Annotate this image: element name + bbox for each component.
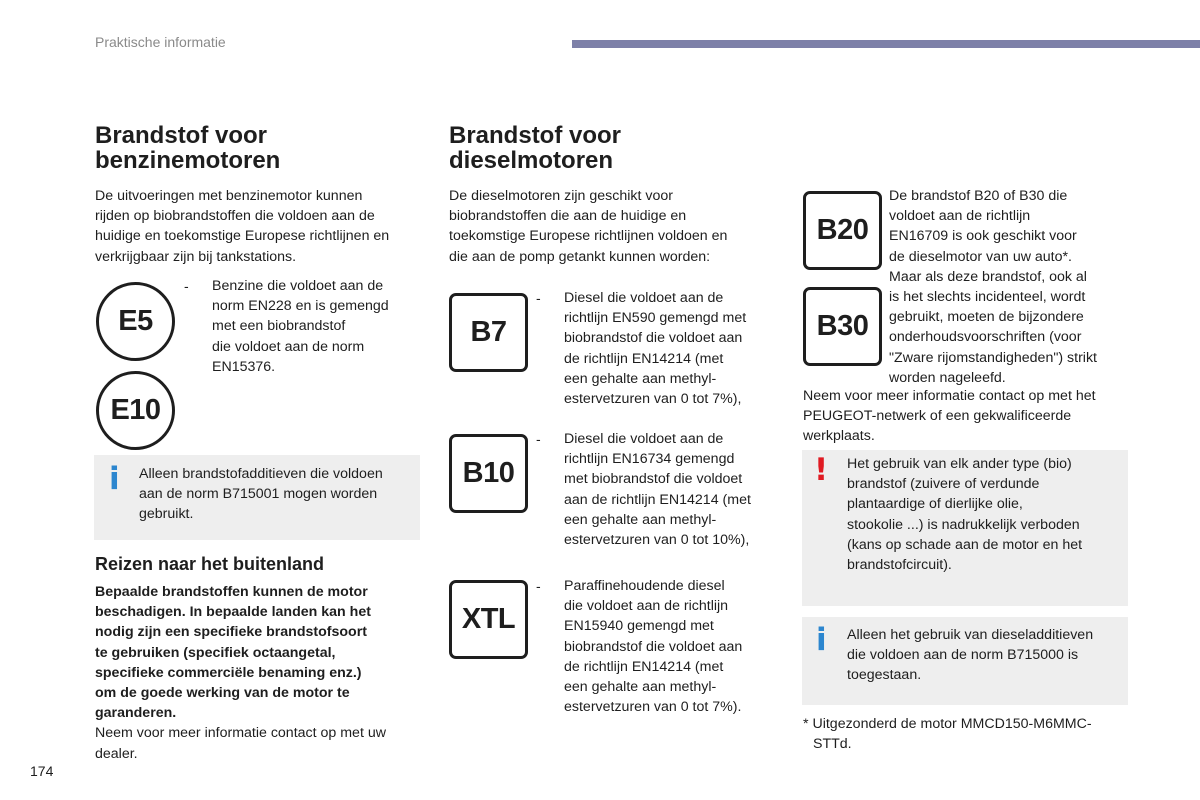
dash-bullet: - bbox=[536, 578, 541, 594]
travel-text bbox=[95, 582, 386, 764]
xtl-text-line: biobrandstof die voldoet aan bbox=[564, 638, 743, 655]
travel-bold-line: nodig zijn een specifieke brandstofsoort bbox=[95, 624, 367, 641]
e5-label-text: E5 bbox=[118, 305, 153, 337]
travel-bold-line: om de goede werking van de motor te bbox=[95, 685, 350, 702]
b10-text-line: Diesel die voldoet aan de bbox=[564, 431, 724, 447]
b30-label-text: B30 bbox=[816, 310, 869, 342]
b7-label-text: B7 bbox=[470, 316, 507, 348]
e5-text-line: Benzine die voldoet aan de bbox=[212, 278, 384, 294]
travel-bold-line: garanderen. bbox=[95, 705, 177, 722]
b10-label-text: B10 bbox=[462, 457, 515, 489]
info-text-line: Alleen brandstofadditieven die voldoen bbox=[139, 466, 383, 482]
footnote bbox=[803, 714, 1092, 754]
xtl-text-line: EN15940 gemengd met bbox=[564, 618, 714, 635]
travel-bold-line: specifieke commerciële benaming enz.) bbox=[95, 664, 362, 681]
warning-text-line: (kans op schade aan de motor en het bbox=[847, 536, 1083, 553]
info-text-line: toegestaan. bbox=[847, 667, 922, 684]
b20-text-line: onderhoudsvoorschriften (voor bbox=[889, 329, 1082, 346]
b30-fuel-label-icon bbox=[803, 287, 882, 366]
b20-text-line: "Zware rijomstandigheden") strikt bbox=[889, 349, 1097, 366]
diesel-info-text bbox=[847, 625, 1093, 686]
diesel-title bbox=[449, 123, 621, 173]
e5-description bbox=[212, 276, 389, 377]
b20-text-line: De brandstof B20 of B30 die bbox=[889, 188, 1068, 204]
b10-text-line: estervetzuren van 0 tot 10%), bbox=[564, 532, 750, 549]
contact-text bbox=[803, 386, 1096, 447]
b10-text-line: met biobrandstof die voldoet bbox=[564, 471, 743, 488]
header-accent-bar bbox=[572, 40, 1200, 48]
warning-text-line: plantaardige of dierlijke olie, bbox=[847, 496, 1023, 513]
e5-fuel-label-icon bbox=[96, 282, 175, 361]
footnote-line: * Uitgezonderd de motor MMCD150-M6MMC- bbox=[803, 716, 1092, 732]
petrol-intro bbox=[95, 186, 389, 267]
petrol-intro-line: rijden op biobrandstoffen die voldoen aan de bbox=[95, 208, 375, 225]
xtl-text-line: die voldoet aan de richtlijn bbox=[564, 598, 729, 615]
dash-bullet: - bbox=[184, 278, 189, 294]
b7-text-line: Diesel die voldoet aan de bbox=[564, 290, 724, 306]
xtl-text-line: de richtlijn EN14214 (met bbox=[564, 658, 724, 675]
b20-b30-description bbox=[889, 186, 1097, 388]
b20-fuel-label-icon bbox=[803, 191, 882, 270]
travel-bold-line: te gebruiken (specifiek octaangetal, bbox=[95, 644, 336, 661]
xtl-text-line: een gehalte aan methyl- bbox=[564, 679, 717, 696]
info-text-line: aan de norm B715001 mogen worden bbox=[139, 486, 378, 503]
travel-text-line: Neem voor meer informatie contact op met uw bbox=[95, 725, 386, 742]
warning-icon: ! bbox=[814, 452, 829, 488]
petrol-title bbox=[95, 123, 280, 173]
travel-heading: Reizen naar het buitenland bbox=[95, 554, 325, 574]
b20-text-line: de dieselmotor van uw auto*. bbox=[889, 248, 1072, 265]
page-number: 174 bbox=[30, 763, 54, 779]
petrol-info-text bbox=[139, 464, 383, 525]
b20-text-line: voldoet aan de richtlijn bbox=[889, 208, 1031, 225]
e5-text-line: norm EN228 en is gemengd bbox=[212, 298, 389, 315]
e5-text-line: EN15376. bbox=[212, 358, 276, 375]
b7-text-line: een gehalte aan methyl- bbox=[564, 370, 717, 387]
b20-text-line: Maar als deze brandstof, ook al bbox=[889, 268, 1087, 285]
b7-fuel-label-icon bbox=[449, 293, 528, 372]
diesel-intro-line: biobrandstoffen die aan de huidige en bbox=[449, 208, 687, 225]
diesel-title-line1: Brandstof voor bbox=[449, 122, 622, 149]
e10-fuel-label-icon bbox=[96, 371, 175, 450]
travel-text-line: dealer. bbox=[95, 745, 138, 762]
dash-bullet: - bbox=[536, 431, 541, 447]
b10-text-line: aan de richtlijn EN14214 (met bbox=[564, 491, 751, 508]
b20-text-line: is het slechts incidenteel, wordt bbox=[889, 289, 1086, 306]
xtl-text-line: Paraffinehoudende diesel bbox=[564, 578, 725, 594]
info-text-line: die voldoen aan de norm B715000 is bbox=[847, 647, 1079, 664]
b20-text-line: gebruikt, moeten de bijzondere bbox=[889, 309, 1084, 326]
b7-description bbox=[564, 288, 746, 409]
xtl-text-line: estervetzuren van 0 tot 7%). bbox=[564, 699, 742, 716]
info-text-line: Alleen het gebruik van dieseladditieven bbox=[847, 627, 1094, 643]
e5-text-line: die voldoet aan de norm bbox=[212, 338, 365, 355]
contact-text-line: werkplaats. bbox=[803, 428, 875, 445]
warning-text-line: brandstofcircuit). bbox=[847, 557, 952, 574]
diesel-intro-line: die aan de pomp getankt kunnen worden: bbox=[449, 248, 711, 265]
b7-text-line: biobrandstof die voldoet aan bbox=[564, 330, 743, 347]
info-text-line: gebruikt. bbox=[139, 506, 194, 523]
diesel-intro-line: toekomstige Europese richtlijnen voldoen en bbox=[449, 228, 728, 245]
travel-bold-line: Bepaalde brandstoffen kunnen de motor bbox=[95, 584, 368, 600]
dash-bullet: - bbox=[536, 290, 541, 306]
footnote-line: STTd. bbox=[813, 736, 852, 753]
contact-text-line: Neem voor meer informatie contact op met het bbox=[803, 388, 1096, 404]
warning-text-line: brandstof (zuivere of verdunde bbox=[847, 476, 1040, 493]
b10-description bbox=[564, 429, 751, 550]
xtl-label-text: XTL bbox=[461, 603, 516, 635]
petrol-intro-line: verkrijgbaar zijn bij tankstations. bbox=[95, 248, 297, 265]
info-icon: i bbox=[816, 622, 827, 658]
section-title: Praktische informatie bbox=[95, 34, 226, 50]
b10-text-line: een gehalte aan methyl- bbox=[564, 511, 717, 528]
e10-label-text: E10 bbox=[110, 394, 161, 426]
diesel-title-line2: dieselmotoren bbox=[449, 147, 614, 174]
petrol-title-line1: Brandstof voor bbox=[95, 122, 268, 149]
b7-text-line: de richtlijn EN14214 (met bbox=[564, 350, 724, 367]
xtl-description bbox=[564, 576, 742, 717]
b20-label-text: B20 bbox=[816, 214, 869, 246]
diesel-intro bbox=[449, 186, 727, 267]
warning-text bbox=[847, 454, 1082, 575]
b7-text-line: richtlijn EN590 gemengd met bbox=[564, 310, 747, 327]
e5-text-line: met een biobrandstof bbox=[212, 318, 346, 335]
contact-text-line: PEUGEOT-netwerk of een gekwalificeerde bbox=[803, 408, 1072, 425]
warning-text-line: stookolie ...) is nadrukkelijk verboden bbox=[847, 516, 1080, 533]
warning-text-line: Het gebruik van elk ander type (bio) bbox=[847, 456, 1072, 472]
b20-text-line: worden nageleefd. bbox=[889, 369, 1006, 386]
petrol-intro-line: huidige en toekomstige Europese richtlijnen en bbox=[95, 228, 390, 245]
travel-bold-line: beschadigen. In bepaalde landen kan het bbox=[95, 604, 371, 621]
b10-fuel-label-icon bbox=[449, 434, 528, 513]
info-icon: i bbox=[109, 461, 120, 497]
b10-text-line: richtlijn EN16734 gemengd bbox=[564, 451, 735, 468]
petrol-title-line2: benzinemotoren bbox=[95, 147, 281, 174]
diesel-intro-line: De dieselmotoren zijn geschikt voor bbox=[449, 188, 673, 204]
b7-text-line: estervetzuren van 0 tot 7%), bbox=[564, 391, 742, 408]
xtl-fuel-label-icon bbox=[449, 580, 528, 659]
b20-text-line: EN16709 is ook geschikt voor bbox=[889, 228, 1077, 245]
petrol-intro-line: De uitvoeringen met benzinemotor kunnen bbox=[95, 188, 363, 204]
